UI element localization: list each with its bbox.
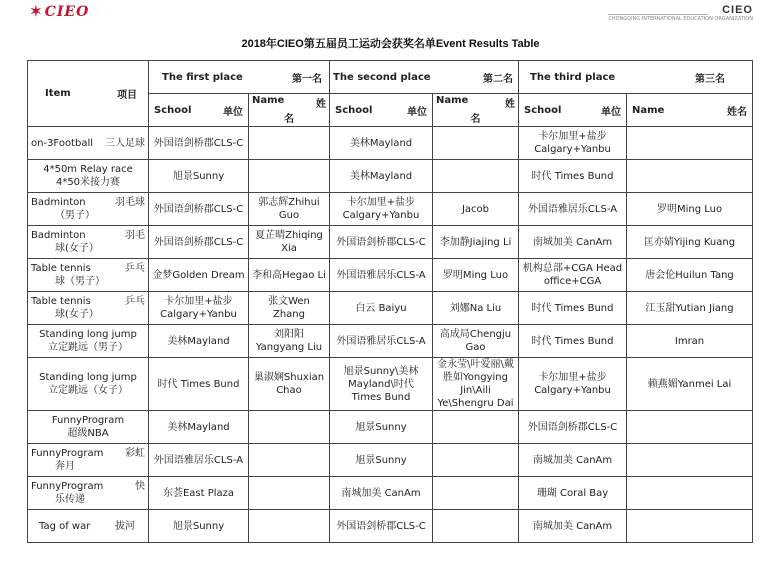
- second-place-name: 罗明Ming Luo: [433, 259, 519, 292]
- event-name-cn-cont: 乐传递: [55, 494, 85, 505]
- name-header-3-en: Name: [632, 104, 665, 116]
- school-header-2: [330, 94, 433, 127]
- second-place-name: 刘娜Na Liu: [433, 292, 519, 325]
- second-place-school: 外国语剑桥郡CLS-C: [330, 226, 433, 259]
- table-row: [28, 358, 753, 411]
- third-place-school: 南城加美 CanAm: [519, 444, 627, 477]
- school-header-1: [149, 94, 249, 127]
- event-item-cell: [28, 259, 149, 292]
- event-name-cn-cont: 奔月: [55, 461, 75, 472]
- third-place-name: [627, 411, 753, 444]
- event-name-cn: 拔河: [115, 520, 135, 532]
- third-place-name: [627, 510, 753, 543]
- second-place-name: 金永莹\叶爱丽\戴胜如Yongying Jin\Aili Ye\Shengru Dai: [433, 358, 519, 411]
- page-title: 2018年CIEO第五届员工运动会获奖名单Event Results Table: [241, 38, 540, 50]
- school-header-3-en: School: [524, 104, 562, 116]
- second-place-name: 李加静Jiajing Li: [433, 226, 519, 259]
- first-place-name: 张文Wen Zhang: [249, 292, 330, 325]
- table-row: [28, 477, 753, 510]
- third-place-name: 唐会伦Huilun Tang: [627, 259, 753, 292]
- table-row: [28, 510, 753, 543]
- event-name-cn-cont: 球(女子）: [55, 309, 99, 320]
- event-item-line1: [31, 480, 145, 493]
- event-item-cell: [28, 477, 149, 510]
- third-place-school: 南城加美 CanAm: [519, 510, 627, 543]
- event-name-cn: 乒乓: [125, 296, 145, 307]
- name-header-2-cn-b: 名: [470, 114, 481, 125]
- event-name-cn-cont: （男子）: [55, 210, 95, 221]
- event-name-cn: 羽毛球: [115, 197, 145, 208]
- school-header-2-en: School: [335, 104, 373, 116]
- third-place-school: 卡尔加里+盐步 Calgary+Yanbu: [519, 358, 627, 411]
- table-row: [28, 127, 753, 160]
- event-name-cn: 快: [135, 481, 145, 492]
- event-name-en: Badminton: [31, 230, 86, 241]
- school-header-1-en: School: [154, 104, 192, 116]
- item-header-en: Item: [45, 88, 71, 99]
- second-place-header-cn: 第二名: [483, 73, 514, 85]
- third-place-school: 时代 Times Bund: [519, 292, 627, 325]
- third-place-name: [627, 444, 753, 477]
- item-header: [28, 61, 149, 127]
- table-row: [28, 160, 753, 193]
- name-header-2: [433, 94, 519, 127]
- brand-logo: [30, 4, 89, 20]
- first-place-name: [249, 411, 330, 444]
- event-name-cn: 乒乓: [125, 263, 145, 274]
- table-row: [28, 325, 753, 358]
- event-item-cell: [28, 444, 149, 477]
- first-place-name: 李和高Hegao Li: [249, 259, 330, 292]
- first-place-name: 巢淑娴Shuxian Chao: [249, 358, 330, 411]
- event-name-cn: 羽毛: [125, 230, 145, 241]
- event-item-line1: [31, 229, 145, 242]
- third-place-name: 罗明Ming Luo: [627, 193, 753, 226]
- event-name-en: Standing long jump: [39, 329, 137, 340]
- first-place-school: 外国语剑桥郡CLS-C: [149, 226, 249, 259]
- event-item-cell: [28, 510, 149, 543]
- school-header-3: [519, 94, 627, 127]
- second-place-school: 外国语雅居乐CLS-A: [330, 325, 433, 358]
- first-place-name: [249, 127, 330, 160]
- second-place-header: [330, 61, 519, 94]
- third-place-school: 珊瑚 Coral Bay: [519, 477, 627, 510]
- name-header-2-cn-a: 姓: [505, 99, 516, 110]
- item-header-inner: [31, 86, 145, 101]
- header-row-places: [28, 61, 753, 94]
- first-place-name: 郭志辉Zhihui Guo: [249, 193, 330, 226]
- event-item-cell: [28, 160, 149, 193]
- school-header-1-cn: 单位: [223, 106, 243, 118]
- third-place-name: [627, 127, 753, 160]
- name-header-1: [249, 94, 330, 127]
- table-row: [28, 193, 753, 226]
- name-header-2-en: Name: [436, 95, 469, 106]
- third-place-name: [627, 477, 753, 510]
- second-place-school: 旭景Sunny: [330, 411, 433, 444]
- first-place-school: 外国语雅居乐CLS-A: [149, 444, 249, 477]
- school-header-2-cn: 单位: [407, 106, 427, 118]
- table-row: [28, 259, 753, 292]
- second-place-school: 外国语剑桥郡CLS-C: [330, 510, 433, 543]
- first-place-name: [249, 477, 330, 510]
- third-place-header: [519, 61, 753, 94]
- third-place-school: 时代 Times Bund: [519, 160, 627, 193]
- cieo-subtitle: CHONGQING INTERNATIONAL EDUCATION ORGANIZATION: [608, 16, 753, 22]
- first-place-school: 卡尔加里+盐步 Calgary+Yanbu: [149, 292, 249, 325]
- third-place-name: Imran: [627, 325, 753, 358]
- second-place-school: 美林Mayland: [330, 127, 433, 160]
- event-name-en: FunnyProgram: [31, 448, 104, 459]
- event-name-en: Tag of war: [39, 520, 91, 532]
- second-place-name: [433, 127, 519, 160]
- event-name-cn: 立定跳远（女子）: [48, 385, 128, 396]
- third-place-school: 机构总部+CGA Head office+CGA: [519, 259, 627, 292]
- table-row: [28, 444, 753, 477]
- event-item-cell: [28, 292, 149, 325]
- first-place-header: [149, 61, 330, 94]
- event-item-line1: [31, 137, 145, 150]
- third-place-header-cn: 第三名: [695, 73, 726, 85]
- table-row: [28, 226, 753, 259]
- first-place-school: 美林Mayland: [149, 325, 249, 358]
- name-header-3-cn: 姓名: [727, 106, 748, 118]
- first-place-header-en: The first place: [162, 71, 243, 83]
- event-item-line1: [31, 295, 145, 308]
- results-table: [27, 60, 753, 543]
- second-place-name: [433, 444, 519, 477]
- third-place-name: [627, 160, 753, 193]
- name-header-3: [627, 94, 753, 127]
- second-place-school: 旭景Sunny: [330, 444, 433, 477]
- first-place-school: 旭景Sunny: [149, 160, 249, 193]
- school-header-3-cn: 单位: [601, 106, 622, 118]
- second-place-school: 卡尔加里+盐步 Calgary+Yanbu: [330, 193, 433, 226]
- name-header-1-cn-a: 姓: [316, 99, 326, 110]
- third-place-name: 江玉甜Yutian Jiang: [627, 292, 753, 325]
- first-place-school: 旭景Sunny: [149, 510, 249, 543]
- first-place-name: [249, 444, 330, 477]
- third-place-school: 南城加美 CanAm: [519, 226, 627, 259]
- second-place-name: Jacob: [433, 193, 519, 226]
- second-place-school: 外国语雅居乐CLS-A: [330, 259, 433, 292]
- name-header-1-en: Name: [252, 95, 285, 106]
- third-place-school: 外国语雅居乐CLS-A: [519, 193, 627, 226]
- event-item-cell: [28, 226, 149, 259]
- event-name-cn: 彩虹: [125, 448, 145, 459]
- second-place-name: [433, 160, 519, 193]
- third-place-name: 匡亦婧Yijing Kuang: [627, 226, 753, 259]
- item-header-cn: 项目: [117, 90, 137, 101]
- event-name-cn-cont: 球(女子）: [55, 243, 99, 254]
- event-name-en: FunnyProgram: [31, 481, 104, 492]
- second-place-header-en: The second place: [333, 71, 431, 83]
- first-place-school: 外国语剑桥郡CLS-C: [149, 193, 249, 226]
- event-item-line1: [31, 520, 145, 533]
- second-place-school: 美林Mayland: [330, 160, 433, 193]
- header-divider: [608, 14, 708, 15]
- first-place-name: [249, 510, 330, 543]
- first-place-name: 刘阳阳Yangyang Liu: [249, 325, 330, 358]
- event-name-en: on-3Football: [31, 137, 94, 149]
- event-name-en: Badminton: [31, 197, 86, 208]
- table-row: [28, 292, 753, 325]
- event-name-en: Table tennis: [31, 263, 91, 274]
- event-name-en: 4*50m Relay race: [43, 164, 133, 175]
- brand-logo-text: CIEO: [44, 4, 90, 20]
- event-name-cn: 立定跳远（男子）: [48, 342, 128, 353]
- first-place-header-cn: 第一名: [292, 73, 322, 85]
- event-name-en: Standing long jump: [39, 372, 137, 383]
- first-place-name: [249, 160, 330, 193]
- event-name-en: Table tennis: [31, 296, 91, 307]
- second-place-school: 白云 Baiyu: [330, 292, 433, 325]
- star-icon: ✶: [30, 4, 43, 20]
- event-item-cell: [28, 358, 149, 411]
- event-name-cn-cont: 球（男子）: [55, 276, 105, 287]
- first-place-school: 美林Mayland: [149, 411, 249, 444]
- third-place-school: 时代 Times Bund: [519, 325, 627, 358]
- third-place-header-en: The third place: [530, 71, 616, 83]
- event-name-cn: 三人足球: [105, 137, 145, 149]
- second-place-school: 旭景Sunny\美林 Mayland\时代 Times Bund: [330, 358, 433, 411]
- second-place-name: [433, 411, 519, 444]
- event-item-cell: [28, 325, 149, 358]
- third-place-name: 赖燕媚Yanmei Lai: [627, 358, 753, 411]
- second-place-school: 南城加美 CanAm: [330, 477, 433, 510]
- event-item-line1: [31, 262, 145, 275]
- first-place-school: 东荟East Plaza: [149, 477, 249, 510]
- second-place-name: [433, 477, 519, 510]
- table-row: [28, 411, 753, 444]
- event-name-en: FunnyProgram: [51, 415, 125, 426]
- first-place-name: 夏芷晴Zhiqing Xia: [249, 226, 330, 259]
- first-place-school: 外国语剑桥郡CLS-C: [149, 127, 249, 160]
- first-place-school: 金梦Golden Dream: [149, 259, 249, 292]
- second-place-name: 高成局Chengju Gao: [433, 325, 519, 358]
- event-name-cn: 超级NBA: [67, 428, 109, 439]
- first-place-school: 时代 Times Bund: [149, 358, 249, 411]
- third-place-school: 卡尔加里+盐步 Calgary+Yanbu: [519, 127, 627, 160]
- second-place-name: [433, 510, 519, 543]
- event-item-line1: [31, 196, 145, 209]
- third-place-school: 外国语剑桥郡CLS-C: [519, 411, 627, 444]
- event-item-cell: [28, 411, 149, 444]
- header-banner: [0, 0, 781, 28]
- event-item-line1: [31, 447, 145, 460]
- event-item-cell: [28, 127, 149, 160]
- name-header-1-cn-b: 名: [284, 114, 294, 125]
- event-name-cn: 4*50米接力赛: [55, 177, 121, 188]
- event-item-cell: [28, 193, 149, 226]
- cieo-logo: CIEO: [722, 4, 753, 16]
